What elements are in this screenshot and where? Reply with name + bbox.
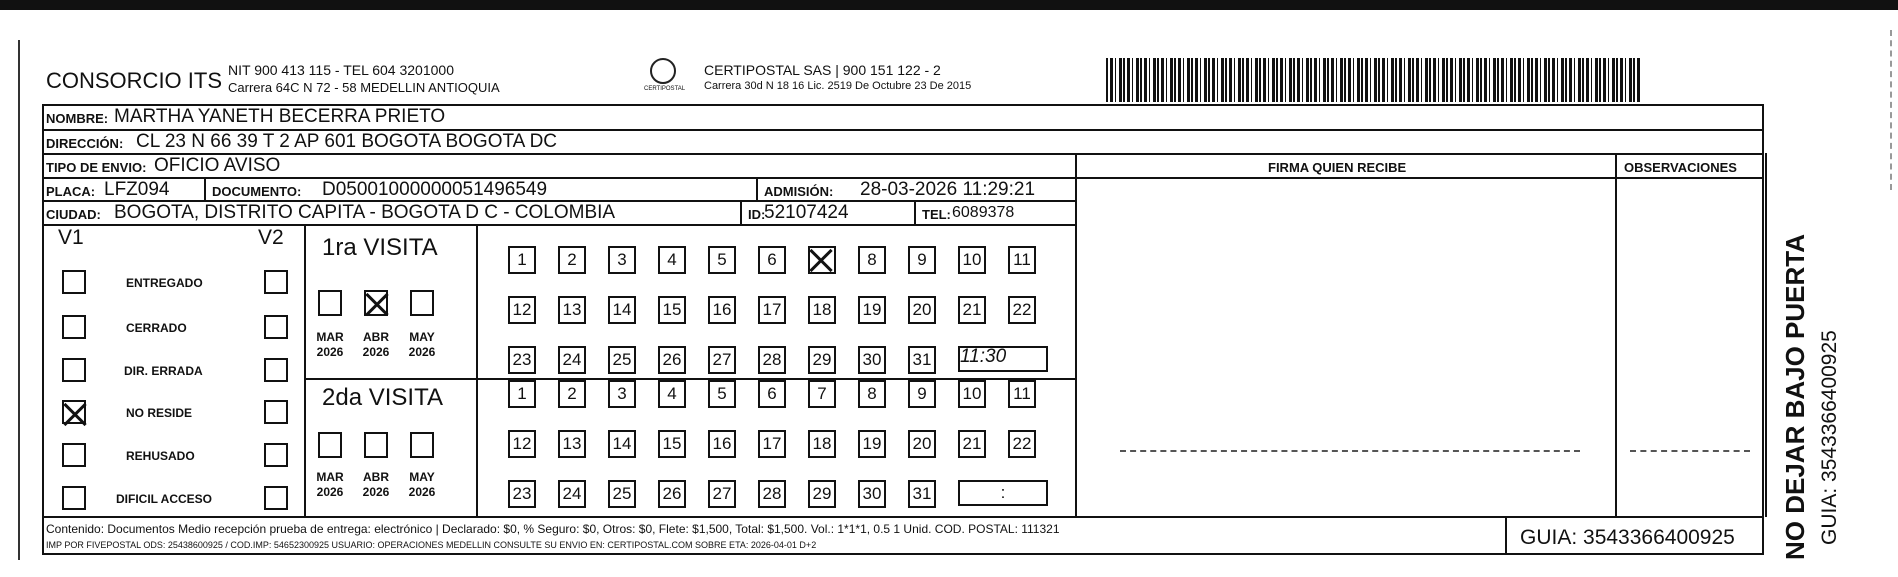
admision-value: 28-03-2026 11:29:21 (860, 179, 1036, 200)
first-visit-day-box[interactable]: 22 (1008, 296, 1036, 324)
first-visit-day-box[interactable]: 21 (958, 296, 986, 324)
right-edge-marks (1886, 30, 1892, 190)
first-visit-day-box[interactable]: 20 (908, 296, 936, 324)
status-label: DIR. ERRADA (124, 364, 203, 378)
v2-label: V2 (258, 226, 284, 249)
first-visit-day-box[interactable]: 27 (708, 346, 736, 374)
second-visit-day-box[interactable]: 6 (758, 380, 786, 408)
first-visit-day-box[interactable]: 16 (708, 296, 736, 324)
rule (42, 153, 1764, 155)
status-label: ENTREGADO (126, 276, 203, 290)
left-edge-marks (4, 40, 20, 560)
company-address: Carrera 64C N 72 - 58 MEDELLIN ANTIOQUIA (228, 80, 500, 95)
first-visit-day-box[interactable]: 11 (1008, 246, 1036, 274)
first-visit-day-box[interactable]: 18 (808, 296, 836, 324)
second-visit-day-box[interactable]: 11 (1008, 380, 1036, 408)
id-label: ID: (748, 207, 766, 222)
observation-line (1630, 450, 1750, 452)
second-visit-day-box[interactable]: 10 (958, 380, 986, 408)
second-visit-day-box[interactable]: 12 (508, 430, 536, 458)
tel-label: TEL: (922, 207, 951, 222)
second-visit-year-label: 2026 (316, 485, 344, 499)
second-visit-day-box[interactable]: 27 (708, 480, 736, 508)
second-visit-year-label: 2026 (362, 485, 390, 499)
second-visit-day-box[interactable]: 19 (858, 430, 886, 458)
second-visit-day-box[interactable]: 7 (808, 380, 836, 408)
v2-checkbox[interactable] (264, 315, 288, 339)
first-visit-day-box[interactable]: 1 (508, 246, 536, 274)
first-visit-time-box[interactable] (958, 346, 1048, 372)
first-visit-month-checkbox[interactable] (318, 290, 342, 316)
status-label: NO RESIDE (126, 406, 193, 420)
second-visit-month-checkbox[interactable] (410, 432, 434, 458)
rule (1075, 153, 1077, 517)
first-visit-day-box[interactable]: 13 (558, 296, 586, 324)
firma-header: FIRMA QUIEN RECIBE (1268, 160, 1407, 175)
first-visit-month-label: MAY (409, 330, 435, 344)
status-label: DIFICIL ACCESO (116, 492, 213, 506)
first-visit-day-box[interactable]: 9 (908, 246, 936, 274)
v1-label: V1 (58, 226, 84, 249)
ciudad-label: CIUDAD: (46, 207, 101, 222)
first-visit-day-box[interactable] (808, 246, 836, 274)
rule (1615, 153, 1617, 517)
second-visit-day-box[interactable]: 8 (858, 380, 886, 408)
v2-checkbox[interactable] (264, 270, 288, 294)
footer-imp: IMP POR FIVEPOSTAL ODS: 25438600925 / COD.IMP: 54652300925 USUARIO: OPERACIONES MEDELLIN CONSULTE SU ENVIO EN: CERTIPOSTAL.COM SOBRE ETA: 2026-04-01 D+2 (46, 540, 817, 550)
rule (42, 224, 1076, 226)
v2-checkbox[interactable] (264, 400, 288, 424)
second-visit-day-box[interactable]: 13 (558, 430, 586, 458)
first-visit-day-box[interactable]: 8 (858, 246, 886, 274)
documento-label: DOCUMENTO: (212, 184, 302, 199)
first-visit-label: 1ra VISITA (322, 234, 438, 261)
second-visit-year-label: 2026 (408, 485, 436, 499)
rule (1765, 153, 1767, 517)
v1-checkbox[interactable] (62, 270, 86, 294)
first-visit-day-box[interactable]: 4 (658, 246, 686, 274)
documento-value: D05001000000051496549 (322, 179, 548, 200)
nombre-value: MARTHA YANETH BECERRA PRIETO (114, 106, 446, 127)
rule (914, 200, 916, 224)
second-visit-day-box[interactable]: 14 (608, 430, 636, 458)
placa-label: PLACA: (46, 184, 96, 199)
second-visit-day-box[interactable]: 5 (708, 380, 736, 408)
second-visit-day-box[interactable]: 9 (908, 380, 936, 408)
second-visit-day-box[interactable]: 4 (658, 380, 686, 408)
logo-caption: CERTIPOSTAL (644, 86, 686, 92)
side-guia: GUIA: 3543366400925 (1818, 330, 1841, 545)
footer-guia: GUIA: 3543366400925 (1520, 526, 1735, 549)
first-visit-day-box[interactable]: 12 (508, 296, 536, 324)
status-label: REHUSADO (126, 449, 195, 463)
second-visit-month-checkbox[interactable] (318, 432, 342, 458)
no-dejar-bajo-puerta: NO DEJAR BAJO PUERTA (1780, 233, 1810, 560)
second-visit-day-box[interactable]: 25 (608, 480, 636, 508)
second-visit-day-box[interactable]: 15 (658, 430, 686, 458)
second-visit-day-box[interactable]: 26 (658, 480, 686, 508)
first-visit-day-box[interactable]: 30 (858, 346, 886, 374)
first-visit-day-box[interactable]: 6 (758, 246, 786, 274)
direccion-value: CL 23 N 66 39 T 2 AP 601 BOGOTA BOGOTA DC (136, 131, 558, 152)
first-visit-day-box[interactable]: 26 (658, 346, 686, 374)
v1-checkbox[interactable] (62, 358, 86, 382)
second-visit-day-box[interactable]: 23 (508, 480, 536, 508)
second-visit-day-box[interactable]: 31 (908, 480, 936, 508)
tipo-envio-label: TIPO DE ENVIO: (46, 160, 147, 175)
footer-content: Contenido: Documentos Medio recepción prueba de entrega: electrónico | Declarado: $0, % Seguro: $0, Otros: $0, Flete: $1,500, Total: $1,500. Vol.: 1*1*1, 0.5 1 Unid. COD. POSTAL: 111321 (46, 522, 1060, 536)
first-visit-day-box[interactable]: 17 (758, 296, 786, 324)
status-label: CERRADO (126, 321, 187, 335)
rule (740, 200, 742, 224)
first-visit-day-box[interactable]: 24 (558, 346, 586, 374)
first-visit-day-box[interactable]: 2 (558, 246, 586, 274)
second-visit-day-box[interactable]: 18 (808, 430, 836, 458)
ciudad-value: BOGOTA, DISTRITO CAPITA - BOGOTA D C - COLOMBIA (114, 202, 616, 223)
second-visit-day-box[interactable]: 2 (558, 380, 586, 408)
second-visit-time-box[interactable]: : (958, 480, 1048, 506)
second-visit-day-box[interactable]: 28 (758, 480, 786, 508)
rule (756, 177, 758, 201)
rule (1505, 517, 1507, 555)
v1-checkbox[interactable] (62, 400, 86, 424)
certipostal-address: Carrera 30d N 18 16 Lic. 2519 De Octubre 23 De 2015 (704, 80, 972, 92)
first-visit-month-checkbox[interactable] (364, 290, 388, 316)
second-visit-day-box[interactable]: 21 (958, 430, 986, 458)
v2-checkbox[interactable] (264, 443, 288, 467)
second-visit-month-label: MAR (316, 470, 344, 484)
direccion-label: DIRECCIÓN: (46, 136, 124, 151)
second-visit-day-box[interactable]: 24 (558, 480, 586, 508)
v1-checkbox[interactable] (62, 443, 86, 467)
observaciones-header: OBSERVACIONES (1624, 160, 1737, 175)
placa-value: LFZ094 (104, 179, 170, 200)
first-visit-day-box[interactable]: 28 (758, 346, 786, 374)
rule (204, 177, 206, 201)
first-visit-month-label: MAR (316, 330, 344, 344)
v2-checkbox[interactable] (264, 358, 288, 382)
second-visit-month-label: ABR (363, 470, 389, 484)
first-visit-month-label: ABR (363, 330, 389, 344)
second-visit-month-label: MAY (409, 470, 435, 484)
second-visit-month-checkbox[interactable] (364, 432, 388, 458)
first-visit-time: 11:30 (960, 346, 1007, 367)
second-visit-day-box[interactable]: 16 (708, 430, 736, 458)
first-visit-day-box[interactable]: 14 (608, 296, 636, 324)
admision-label: ADMISIÓN: (764, 184, 834, 199)
form-frame (42, 104, 1764, 555)
certipostal-nit: CERTIPOSTAL SAS | 900 151 122 - 2 (704, 62, 941, 78)
company-nit: NIT 900 413 115 - TEL 604 3201000 (228, 62, 454, 78)
first-visit-day-box[interactable]: 25 (608, 346, 636, 374)
certipostal-logo-icon (650, 58, 676, 84)
first-visit-day-box[interactable]: 10 (958, 246, 986, 274)
first-visit-day-box[interactable]: 5 (708, 246, 736, 274)
first-visit-year-label: 2026 (316, 345, 344, 359)
first-visit-day-box[interactable]: 15 (658, 296, 686, 324)
first-visit-day-box[interactable]: 23 (508, 346, 536, 374)
top-edge (0, 0, 1898, 10)
signature-line (1120, 450, 1580, 452)
v1-checkbox[interactable] (62, 315, 86, 339)
v1-checkbox[interactable] (62, 486, 86, 510)
tel-value: 6089378 (952, 204, 1015, 221)
second-visit-day-box[interactable]: 30 (858, 480, 886, 508)
second-visit-day-box[interactable]: 3 (608, 380, 636, 408)
first-visit-day-box[interactable]: 19 (858, 296, 886, 324)
first-visit-year-label: 2026 (408, 345, 436, 359)
nombre-label: NOMBRE: (46, 111, 109, 126)
second-visit-day-box[interactable]: 22 (1008, 430, 1036, 458)
barcode (1106, 58, 1642, 102)
second-visit-day-box[interactable]: 17 (758, 430, 786, 458)
id-value: 52107424 (764, 202, 849, 223)
first-visit-day-box[interactable]: 31 (908, 346, 936, 374)
first-visit-day-box[interactable]: 3 (608, 246, 636, 274)
first-visit-day-box[interactable]: 29 (808, 346, 836, 374)
second-visit-label: 2da VISITA (322, 384, 443, 411)
rule (476, 224, 478, 516)
tipo-envio-value: OFICIO AVISO (154, 155, 281, 176)
second-visit-day-box[interactable]: 20 (908, 430, 936, 458)
first-visit-year-label: 2026 (362, 345, 390, 359)
second-visit-day-box[interactable]: 29 (808, 480, 836, 508)
v2-checkbox[interactable] (264, 486, 288, 510)
first-visit-month-checkbox[interactable] (410, 290, 434, 316)
company-name: CONSORCIO ITS (46, 68, 223, 93)
rule (304, 224, 306, 516)
second-visit-day-box[interactable]: 1 (508, 380, 536, 408)
